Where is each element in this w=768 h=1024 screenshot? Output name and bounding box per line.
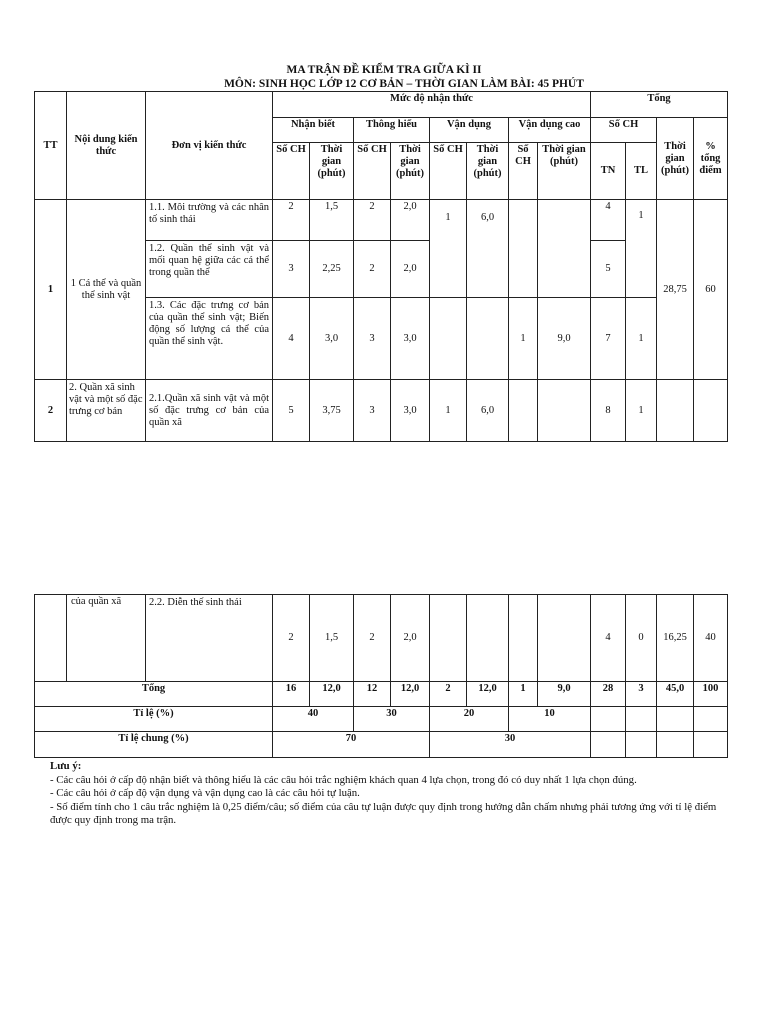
page-subtitle: MÔN: SINH HỌC LỚP 12 CƠ BẢN – THỜI GIAN LÀM BÀI: 45 PHÚT [224, 78, 584, 90]
cell: 6,0 [467, 380, 509, 442]
cell [591, 707, 626, 732]
matrix-table-continued [34, 594, 728, 758]
header-tt: TT [35, 92, 67, 200]
cell: 1 [626, 298, 657, 380]
cell: 8 [591, 380, 626, 442]
cell [694, 732, 728, 758]
cell [657, 380, 694, 442]
cell: 0 [626, 595, 657, 682]
cell: 3,0 [391, 380, 430, 442]
cell: 4 [273, 298, 310, 380]
cell [657, 732, 694, 758]
cell: 1,5 [310, 595, 354, 682]
header-nb-ch: Số CH [273, 143, 310, 200]
row1-unit1: 1.1. Môi trường và các nhân tố sinh thái [146, 200, 273, 241]
cell [467, 298, 509, 380]
note-item: - Các câu hỏi ở cấp độ nhận biết và thông hiểu là các câu hỏi trắc nghiệm khách quan 4 lựa chọn, trong đó có duy nhất 1 lựa chọn đúng. [50, 773, 637, 786]
cell: 28,75 [657, 200, 694, 380]
header-van-dung-cao: Vận dụng cao [509, 118, 591, 143]
notes-title: Lưu ý: [50, 760, 82, 772]
cell: 12,0 [391, 682, 430, 707]
header-tl: TL [626, 143, 657, 200]
cell: 3 [626, 682, 657, 707]
header-th-ch: Số CH [354, 143, 391, 200]
totals-row [35, 682, 728, 707]
header-tn: TN [591, 143, 626, 200]
cell: 1 [626, 200, 657, 298]
header-vdc-tg: Thời gian (phút) [538, 143, 591, 200]
ratio-general-row [35, 732, 728, 758]
cell: 1,5 [310, 200, 354, 241]
cell [626, 707, 657, 732]
cell: 1 [430, 380, 467, 442]
header-thong-hieu: Thông hiểu [354, 118, 430, 143]
cell: 16,25 [657, 595, 694, 682]
cell [694, 380, 728, 442]
header-nb-tg: Thời gian (phút) [310, 143, 354, 200]
row2-unit1: 2.1.Quần xã sinh vật và một số đặc trưng cơ bản của quần xã [146, 380, 273, 442]
header-nhan-biet: Nhận biết [273, 118, 354, 143]
cell [509, 595, 538, 682]
header-vd-ch: Số CH [430, 143, 467, 200]
page-title: MA TRẬN ĐỀ KIỂM TRA GIỮA KÌ II [286, 64, 482, 76]
header-time-total: Thời gian (phút) [657, 118, 694, 200]
cell [509, 200, 538, 298]
cell [35, 595, 67, 682]
cell: 60 [694, 200, 728, 380]
header-unit: Đơn vị kiến thức [146, 92, 273, 200]
cell: 1 [430, 200, 467, 298]
cell [591, 732, 626, 758]
cell: 2,25 [310, 241, 354, 298]
cell: 9,0 [538, 682, 591, 707]
cell: 4 [591, 200, 626, 241]
table-row [35, 380, 728, 442]
cell: 30 [430, 732, 591, 758]
cell: 30 [354, 707, 430, 732]
cell [509, 380, 538, 442]
row2-tt: 2 [35, 380, 67, 442]
cell: 28 [591, 682, 626, 707]
cell: 16 [273, 682, 310, 707]
cell [467, 595, 509, 682]
row1-tt: 1 [35, 200, 67, 380]
header-th-tg: Thời gian (phút) [391, 143, 430, 200]
cell: 2,0 [391, 241, 430, 298]
cell: 3,0 [310, 298, 354, 380]
cell: 3 [273, 241, 310, 298]
header-vd-tg: Thời gian (phút) [467, 143, 509, 200]
cell: 7 [591, 298, 626, 380]
totals-label: Tổng [35, 682, 273, 707]
header-content: Nội dung kiến thức [67, 92, 146, 200]
notes-section [50, 760, 740, 828]
row2-content: 2. Quần xã sinh vật và một số đặc trưng cơ bản [67, 380, 146, 442]
cell: 2 [430, 682, 467, 707]
cell: 2 [354, 241, 391, 298]
cell: 40 [273, 707, 354, 732]
cell: 2 [354, 595, 391, 682]
cell: 1 [509, 682, 538, 707]
cell: 10 [509, 707, 591, 732]
cell: 2 [354, 200, 391, 241]
note-item: - Số điểm tính cho 1 câu trắc nghiệm là 0,25 điểm/câu; số điểm của câu tự luận được quy định trong hướng dẫn chấm nhưng phải tương ứng với tỉ lệ điểm được quy định trong ma trận. [50, 800, 717, 826]
header-level: Mức độ nhận thức [273, 92, 591, 118]
row1-content: 1 Cá thể và quần thể sinh vật [67, 200, 146, 380]
cell: 2,0 [391, 200, 430, 241]
cell: 3 [354, 298, 391, 380]
row2b-content: của quần xã [67, 595, 146, 682]
cell: 12,0 [310, 682, 354, 707]
header-total: Tổng [591, 92, 728, 118]
note-item: - Các câu hỏi ở cấp độ vận dụng và vận dụng cao là các câu hỏi tự luận. [50, 787, 360, 799]
cell: 5 [273, 380, 310, 442]
cell [657, 707, 694, 732]
cell: 6,0 [467, 200, 509, 298]
cell [430, 298, 467, 380]
ratio-general-label: Tỉ lệ chung (%) [35, 732, 273, 758]
header-van-dung: Vận dụng [430, 118, 509, 143]
cell [430, 595, 467, 682]
ratio-label: Tỉ lệ (%) [35, 707, 273, 732]
cell [694, 707, 728, 732]
cell [538, 200, 591, 298]
cell [626, 732, 657, 758]
cell: 5 [591, 241, 626, 298]
cell: 2 [273, 200, 310, 241]
table-row [35, 200, 728, 241]
cell: 9,0 [538, 298, 591, 380]
header-vdc-ch: Số CH [509, 143, 538, 200]
matrix-table [34, 91, 728, 442]
cell: 2,0 [391, 595, 430, 682]
cell: 4 [591, 595, 626, 682]
row1-unit3: 1.3. Các đặc trưng cơ bản của quần thể sinh vật; Biến động số lượng cá thể của quần thể sinh vật. [146, 298, 273, 380]
cell: 3 [354, 380, 391, 442]
table-row [35, 595, 728, 682]
cell: 2 [273, 595, 310, 682]
header-pct: % tổng điểm [694, 118, 728, 200]
cell: 3,75 [310, 380, 354, 442]
ratio-row [35, 707, 728, 732]
cell: 1 [509, 298, 538, 380]
cell: 100 [694, 682, 728, 707]
cell: 20 [430, 707, 509, 732]
cell: 70 [273, 732, 430, 758]
row1-unit2: 1.2. Quần thể sinh vật và mối quan hệ giữa các cá thể trong quần thể [146, 241, 273, 298]
cell [538, 595, 591, 682]
cell: 12 [354, 682, 391, 707]
row2-unit2: 2.2. Diễn thế sinh thái [146, 595, 273, 682]
cell: 1 [626, 380, 657, 442]
cell: 12,0 [467, 682, 509, 707]
header-so-ch: Số CH [591, 118, 657, 143]
cell: 45,0 [657, 682, 694, 707]
cell: 3,0 [391, 298, 430, 380]
cell [538, 380, 591, 442]
cell: 40 [694, 595, 728, 682]
